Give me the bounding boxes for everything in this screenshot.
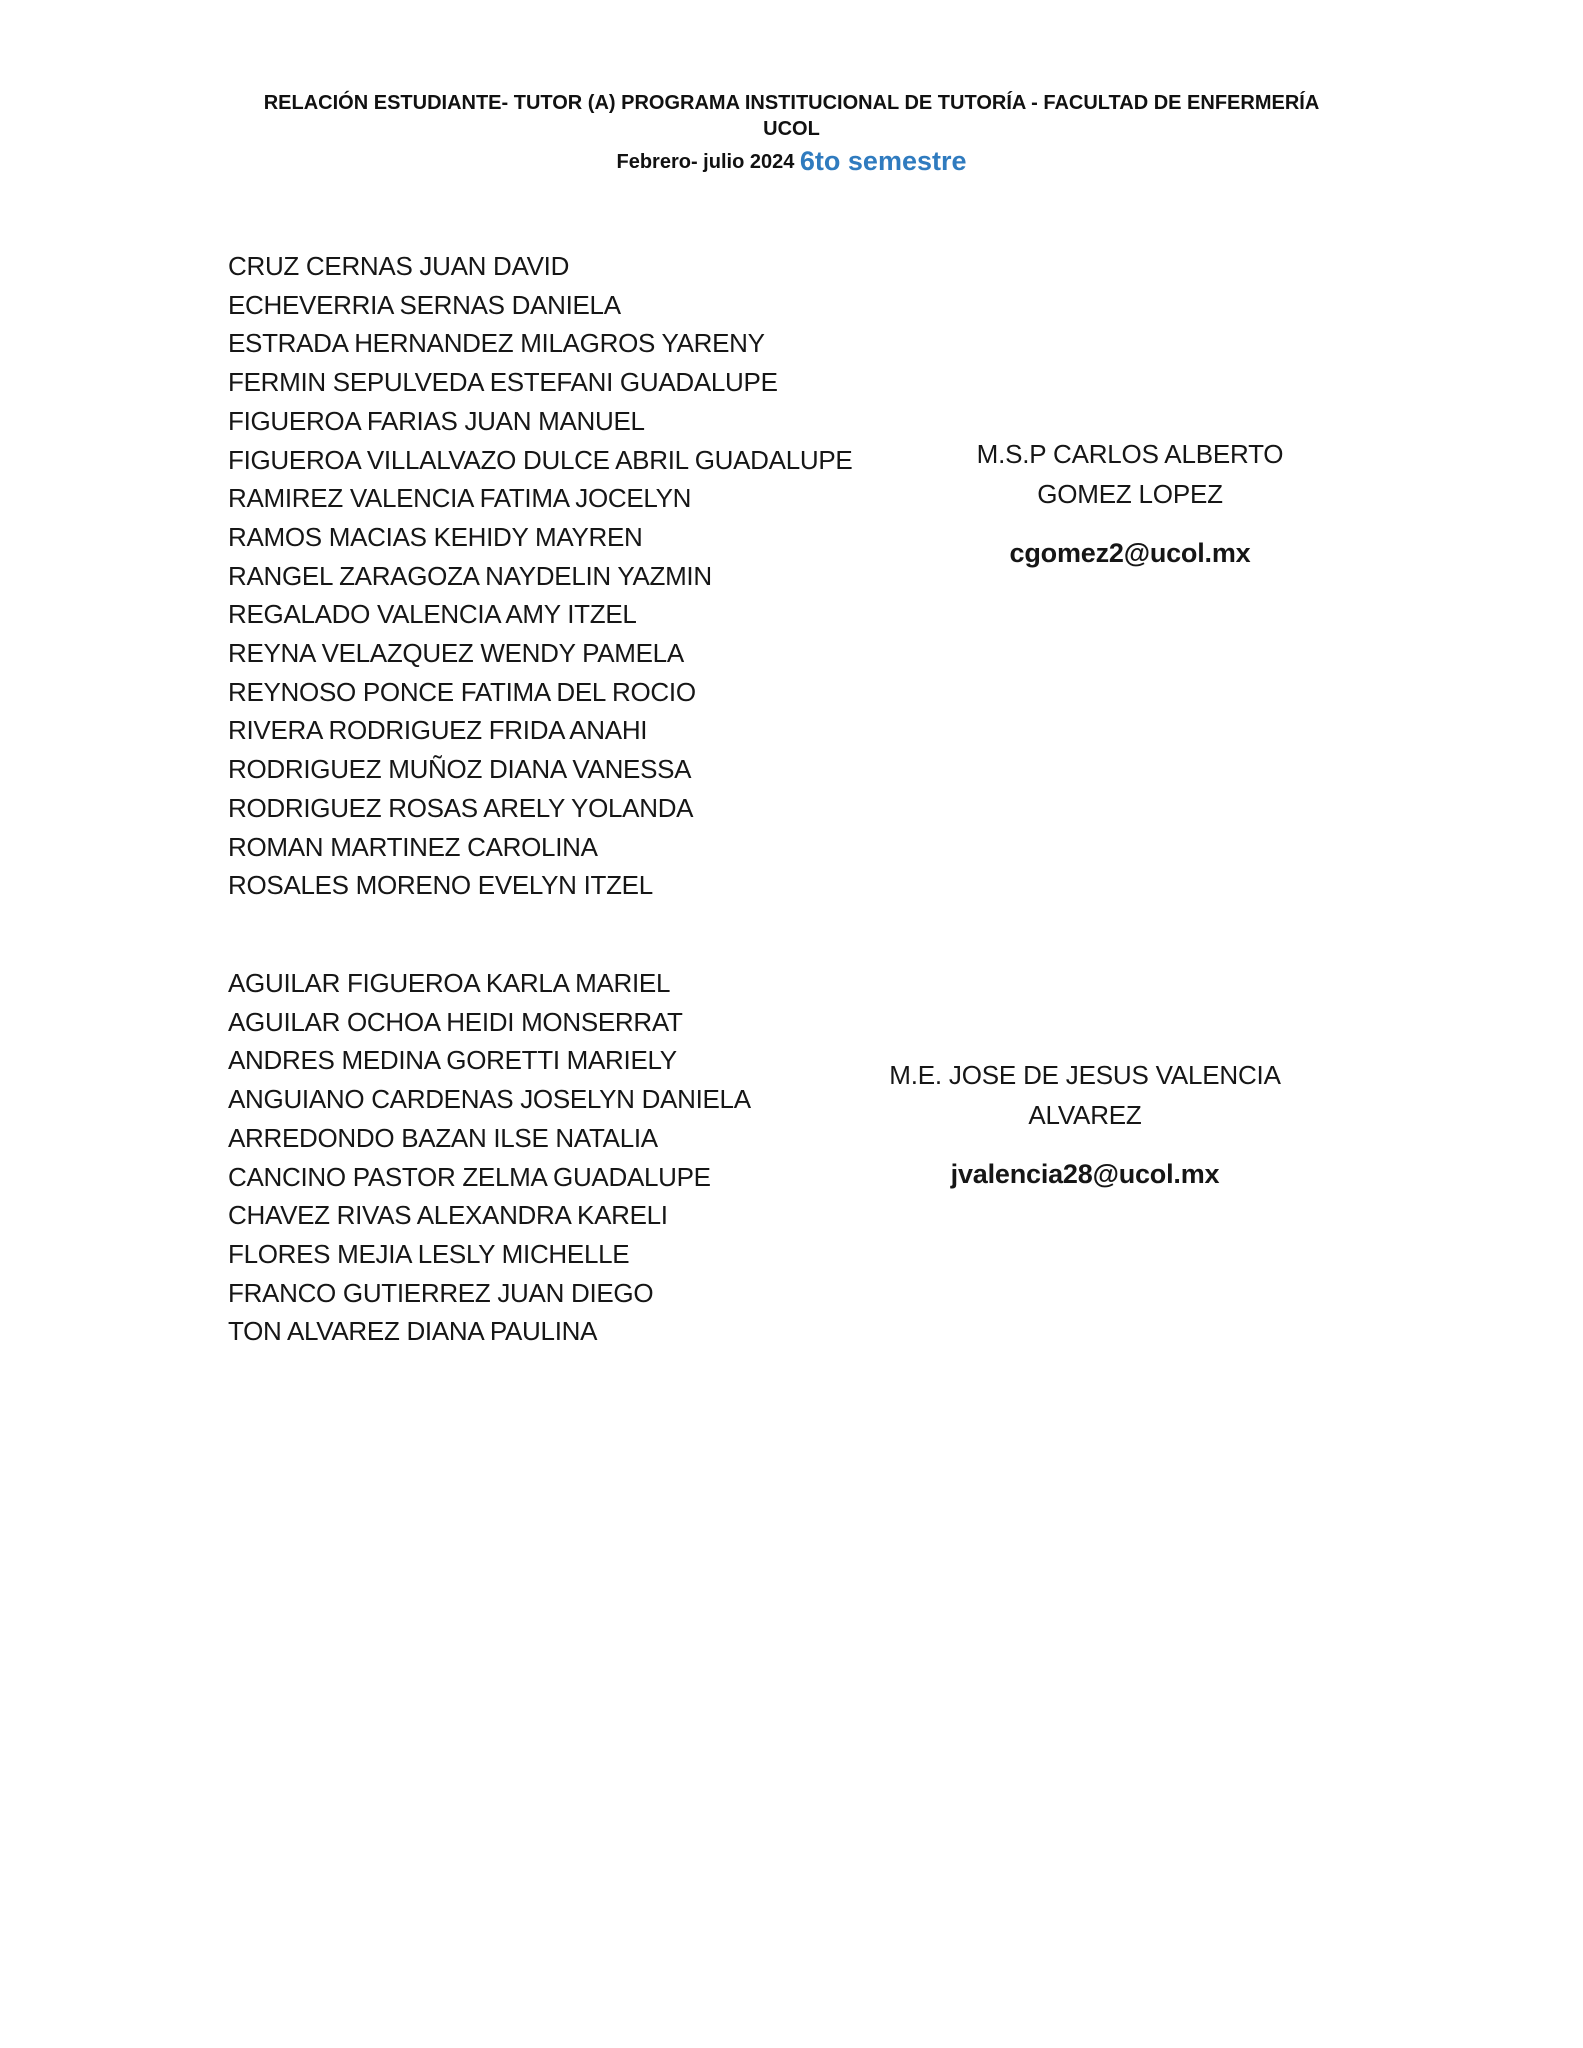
student-name: REYNA VELAZQUEZ WENDY PAMELA: [228, 638, 684, 669]
student-name: RANGEL ZARAGOZA NAYDELIN YAZMIN: [228, 560, 712, 591]
student-name: REYNOSO PONCE FATIMA DEL ROCIO: [228, 676, 696, 707]
student-name: ARREDONDO BAZAN ILSE NATALIA: [228, 1122, 658, 1153]
student-name: ANGUIANO CARDENAS JOSELYN DANIELA: [228, 1084, 751, 1115]
tutor-name-line-1: M.E. JOSE DE JESUS VALENCIA: [889, 1060, 1281, 1090]
student-name: ECHEVERRIA SERNAS DANIELA: [228, 289, 621, 320]
student-name: ROSALES MORENO EVELYN ITZEL: [228, 870, 653, 901]
student-name: REGALADO VALENCIA AMY ITZEL: [228, 599, 637, 630]
tutor-block-group-1: [960, 434, 1300, 569]
tutor-block-group-2: [880, 1055, 1290, 1190]
student-name: CRUZ CERNAS JUAN DAVID: [228, 251, 570, 281]
document-header: [0, 90, 1583, 175]
student-name: RODRIGUEZ MUÑOZ DIANA VANESSA: [228, 754, 692, 785]
student-name: RODRIGUEZ ROSAS ARELY YOLANDA: [228, 792, 694, 823]
tutor-email[interactable]: jvalencia28@ucol.mx: [950, 1159, 1220, 1189]
student-name: ESTRADA HERNANDEZ MILAGROS YARENY: [228, 328, 765, 359]
student-name: FERMIN SEPULVEDA ESTEFANI GUADALUPE: [228, 367, 778, 398]
student-name: TON ALVAREZ DIANA PAULINA: [228, 1316, 598, 1347]
student-name: RAMOS MACIAS KEHIDY MAYREN: [228, 521, 643, 552]
student-name: CHAVEZ RIVAS ALEXANDRA KARELI: [228, 1200, 668, 1231]
semester-label: 6to semestre: [799, 146, 967, 176]
student-name: FRANCO GUTIERREZ JUAN DIEGO: [228, 1277, 654, 1308]
student-name: RIVERA RODRIGUEZ FRIDA ANAHI: [228, 715, 648, 746]
student-name: FIGUEROA VILLALVAZO DULCE ABRIL GUADALUPE: [228, 444, 853, 475]
student-name: ANDRES MEDINA GORETTI MARIELY: [228, 1045, 677, 1076]
period-line: [0, 148, 1583, 175]
tutor-email[interactable]: cgomez2@ucol.mx: [1009, 538, 1251, 568]
tutor-name-line-1: M.S.P CARLOS ALBERTO: [976, 439, 1284, 469]
student-list-group-1: [228, 247, 852, 905]
student-name: AGUILAR OCHOA HEIDI MONSERRAT: [228, 1006, 683, 1037]
student-name: FLORES MEJIA LESLY MICHELLE: [228, 1238, 630, 1269]
period-label: Febrero- julio 2024: [616, 151, 795, 173]
student-name: RAMIREZ VALENCIA FATIMA JOCELYN: [228, 483, 692, 514]
tutor-name-line-2: GOMEZ LOPEZ: [1037, 479, 1223, 509]
student-list-group-2: [228, 964, 751, 1351]
tutor-name-line-2: ALVAREZ: [1028, 1100, 1142, 1130]
institution-name: UCOL: [763, 118, 820, 140]
student-name: CANCINO PASTOR ZELMA GUADALUPE: [228, 1161, 711, 1192]
student-name: AGUILAR FIGUEROA KARLA MARIEL: [228, 968, 671, 998]
student-name: FIGUEROA FARIAS JUAN MANUEL: [228, 405, 645, 436]
student-name: ROMAN MARTINEZ CAROLINA: [228, 831, 598, 862]
document-title: RELACIÓN ESTUDIANTE- TUTOR (A) PROGRAMA INSTITUCIONAL DE TUTORÍA - FACULTAD DE ENFERMERÍA: [263, 92, 1320, 114]
